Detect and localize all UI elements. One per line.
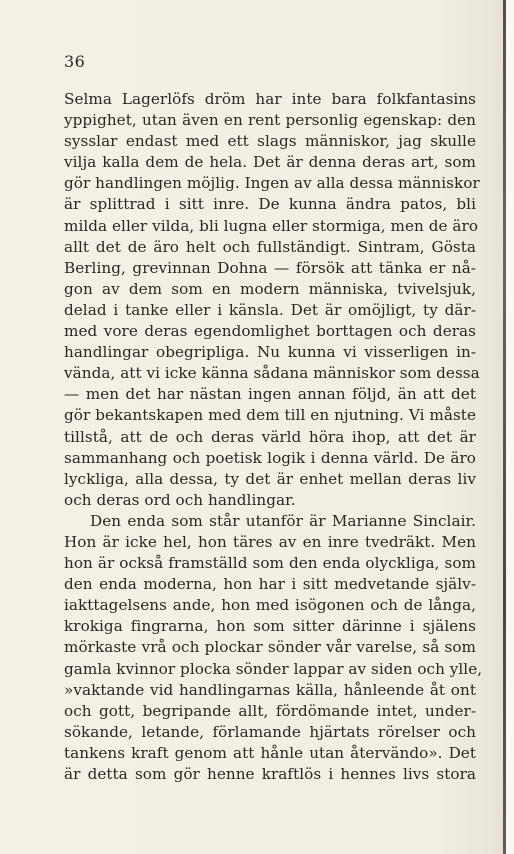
text-line: lyckliga, alla dessa, ty det är enhet mellan deras liv (64, 469, 476, 488)
text-line: delad i tanke eller i känsla. Det är omöjligt, ty där- (64, 300, 476, 319)
text-line: är splittrad i sitt inre. De kunna ändra patos, bli (64, 195, 476, 214)
text-line: gon av dem som en modern människa, tvivelsjuk, (64, 279, 476, 298)
text-line: och gott, begripande allt, fördömande intet, under- (64, 701, 476, 720)
book-spine-edge (503, 0, 506, 854)
text-line: vända, att vi icke känna sådana människor som dessa (64, 364, 480, 383)
text-line: Selma Lagerlöfs dröm har inte bara folkfantasins (64, 90, 476, 108)
text-line: hon är också framställd som den enda olyckliga, som (64, 554, 476, 573)
text-line: Den enda som står utanför är Marianne Sinclair. (90, 511, 476, 530)
text-line: är detta som gör henne kraftlös i hennes livs stora (64, 765, 476, 783)
text-line: den enda moderna, hon har i sitt medvetande själv- (64, 575, 476, 594)
text-line: sysslar endast med ett slags människor, jag skulle (64, 132, 476, 151)
text-line: »vaktande vid handlingarnas källa, hånleende åt ont (64, 680, 476, 699)
text-line: med vore deras egendomlighet borttagen och deras (64, 322, 476, 341)
text-line: krokiga fingrarna, hon som sitter därinne i själens (64, 617, 476, 636)
text-line: vilja kalla dem de hela. Det är denna deras art, som (64, 153, 476, 172)
text-line: handlingar obegripliga. Nu kunna vi visserligen in- (64, 343, 476, 362)
text-line: allt det de äro helt och fullständigt. Sintram, Gösta (64, 237, 476, 256)
text-line: milda eller vilda, bli lugna eller stormiga, men de äro (64, 216, 479, 235)
text-line: gamla kvinnor plocka sönder lappar av siden och ylle, (64, 659, 483, 678)
body-text (64, 89, 483, 785)
page-margin-edge (506, 0, 514, 854)
text-line: tillstå, att de och deras värld höra ihop, att det är (64, 427, 476, 446)
text-line: och deras ord och handlingar. (64, 490, 296, 509)
text-line: sökande, letande, förlamande hjärtats rörelser och (64, 722, 476, 741)
text-line: yppighet, utan även en rent personlig egenskap: den (64, 111, 476, 130)
text-line: mörkaste vrå och plockar sönder vår varelse, så som (64, 638, 476, 657)
text-line: Berling, grevinnan Dohna — försök att tänka er nå- (64, 258, 476, 277)
text-line: Hon är icke hel, hon täres av en inre tvedräkt. Men (64, 532, 476, 551)
text-line: gör handlingen möjlig. Ingen av alla dessa människor (64, 174, 480, 193)
text-line: — men det har nästan ingen annan följd, än att det (64, 385, 476, 404)
text-line: iakttagelsens ande, hon med isögonen och de långa, (64, 596, 476, 615)
text-line: sammanhang och poetisk logik i denna värld. De äro (64, 448, 476, 467)
text-line: gör bekantskapen med dem till en njutning. Vi måste (64, 406, 476, 425)
text-line: tankens kraft genom att hånle utan återvändo». Det (64, 743, 476, 762)
page-number: 36 (64, 52, 86, 71)
